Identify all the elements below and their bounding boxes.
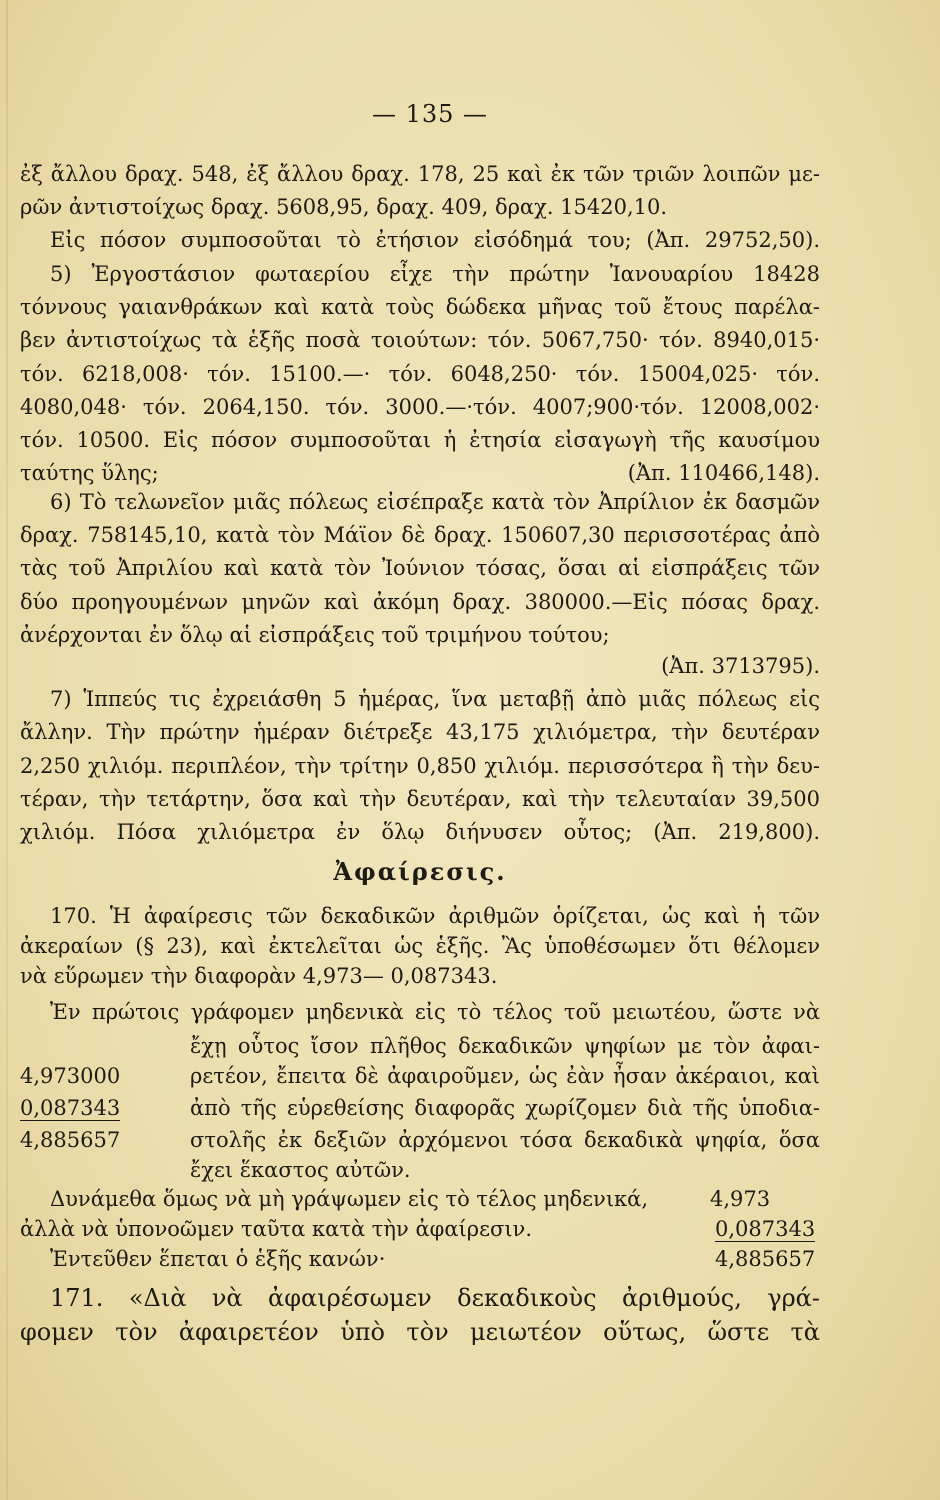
text-line: 6) Τὸ τελωνεῖον μιᾶς πόλεως εἰσέπραξε κατὰ τὸν Ἀπρίλιον ἐκ δασμῶν bbox=[50, 490, 820, 514]
calc-subtrahend: 0,087343 bbox=[20, 1096, 121, 1120]
section-title: Ἀφαίρεσις. bbox=[333, 857, 507, 886]
text-line: 5) Ἐργοστάσιον φωταερίου εἶχε τὴν πρώτην Ἰανουαρίου 18428 bbox=[50, 262, 820, 286]
text-line: νὰ εὕρωμεν τὴν διαφορὰν 4,973— 0,087343. bbox=[20, 964, 498, 988]
text-line: τέραν, τὴν τετάρτην, ὅσα καὶ τὴν δευτέραν, καὶ τὴν τελευταίαν 39,500 bbox=[20, 787, 820, 811]
text-line: 171. «Διὰ νὰ ἀφαιρέσωμεν δεκαδικοὺς ἀριθμούς, γρά- bbox=[50, 1284, 820, 1312]
text-line: χιλιόμ. Πόσα χιλιόμετρα ἐν ὅλῳ διήνυσεν οὗτος; (Ἀπ. 219,800). bbox=[20, 820, 820, 844]
text-line: τόν. 6218,008· τόν. 15100.—· τόν. 6048,250· τόν. 15004,025· τόν. bbox=[20, 362, 820, 386]
text-line: 7) Ἱππεύς τις ἐχρειάσθη 5 ἡμέρας, ἵνα μεταβῇ ἀπὸ μιᾶς πόλεως εἰς bbox=[50, 687, 820, 711]
answer: (Ἀπ. 3713795). bbox=[661, 654, 820, 678]
page-edge bbox=[6, 0, 8, 1500]
text-line: ἀκεραίων (§ 23), καὶ ἐκτελεῖται ὡς ἑξῆς. Ἂς ὑποθέσωμεν ὅτι θέλομεν bbox=[20, 934, 820, 958]
text-line: τόν. 10500. Εἰς πόσον συμποσοῦται ἡ ἐτησία εἰσαγωγὴ τῆς καυσίμου bbox=[20, 428, 820, 452]
calc-minuend: 4,973000 bbox=[20, 1064, 121, 1088]
text-line: ἀλλὰ νὰ ὑπονοῶμεν ταῦτα κατὰ τὴν ἀφαίρεσιν. bbox=[20, 1217, 532, 1241]
text-line: τὰς τοῦ Ἀπριλίου καὶ κατὰ τὸν Ἰούνιον τόσας, ὅσαι αἱ εἰσπράξεις τῶν bbox=[20, 556, 820, 580]
text-line: ἐξ ἄλλου δραχ. 548, ἐξ ἄλλου δραχ. 178, 25 καὶ ἐκ τῶν τριῶν λοιπῶν με- bbox=[20, 162, 820, 186]
text-line: δύο προηγουμένων μηνῶν καὶ ἀκόμη δραχ. 380000.—Εἰς πόσας δραχ. bbox=[20, 590, 820, 614]
text-line: φομεν τὸν ἀφαιρετέον ὑπὸ τὸν μειωτέον οὕτως, ὥστε τὰ bbox=[20, 1318, 820, 1346]
text-line: βεν ἀντιστοίχως τὰ ἑξῆς ποσὰ τοιούτων: τόν. 5067,750· τόν. 8940,015· bbox=[20, 328, 820, 352]
text-line: ἔχῃ οὗτος ἴσον πλῆθος δεκαδικῶν ψηφίων με τὸν ἀφαι- bbox=[190, 1034, 820, 1058]
text-line: Εἰς πόσον συμποσοῦται τὸ ἐτήσιον εἰσόδημά του; (Ἀπ. 29752,50). bbox=[50, 228, 820, 252]
page-number: — 135 — bbox=[371, 100, 489, 128]
text-line: ἀπὸ τῆς εὑρεθείσης διαφορᾶς χωρίζομεν διὰ τῆς ὑποδια- bbox=[190, 1096, 820, 1120]
calc2-subtrahend: 0,087343 bbox=[715, 1217, 816, 1241]
calc-difference: 4,885657 bbox=[20, 1128, 121, 1152]
text-line: Ἐν πρώτοις γράφομεν μηδενικὰ εἰς τὸ τέλος τοῦ μειωτέου, ὥστε νὰ bbox=[50, 1000, 820, 1024]
text-line: ἔχει ἕκαστος αὐτῶν. bbox=[190, 1158, 411, 1182]
calc2-minuend: 4,973 bbox=[710, 1187, 771, 1211]
text-line: Ἐντεῦθεν ἕπεται ὁ ἑξῆς κανών· bbox=[50, 1247, 386, 1271]
text-line: δραχ. 758145,10, κατὰ τὸν Μάϊον δὲ δραχ. 150607,30 περισσοτέρας ἀπὸ bbox=[20, 523, 820, 547]
text-line: Δυνάμεθα ὅμως νὰ μὴ γράψωμεν εἰς τὸ τέλος μηδενικά, bbox=[50, 1187, 649, 1211]
text-line: 170. Ἡ ἀφαίρεσις τῶν δεκαδικῶν ἀριθμῶν ὁρίζεται, ὡς καὶ ἡ τῶν bbox=[50, 904, 820, 928]
text-line: στολῆς ἐκ δεξιῶν ἀρχόμενοι τόσα δεκαδικὰ ψηφία, ὅσα bbox=[190, 1128, 820, 1152]
answer: (Ἀπ. 110466,148). bbox=[627, 461, 820, 485]
text-line: ρῶν ἀντιστοίχως δραχ. 5608,95, δραχ. 409, δραχ. 15420,10. bbox=[20, 195, 668, 219]
text-line: ταύτης ὕλης; bbox=[20, 461, 159, 485]
text-line: 4080,048· τόν. 2064,150. τόν. 3000.—·τόν. 4007;900·τόν. 12008,002· bbox=[20, 395, 820, 419]
text-line: ἀνέρχονται ἐν ὅλῳ αἱ εἰσπράξεις τοῦ τριμήνου τούτου; bbox=[20, 623, 610, 647]
text-line: τόννους γαιανθράκων καὶ κατὰ τοὺς δώδεκα μῆνας τοῦ ἔτους παρέλα- bbox=[20, 295, 820, 319]
calc-subtrahend-wrap bbox=[20, 1092, 160, 1124]
calc2-difference: 4,885657 bbox=[715, 1247, 816, 1271]
text-line: 2,250 χιλιόμ. περιπλέον, τὴν τρίτην 0,850 χιλιόμ. περισσότερα ἢ τὴν δευ- bbox=[20, 754, 820, 778]
text-line: ρετέον, ἔπειτα δὲ ἀφαιροῦμεν, ὡς ἐὰν ἦσαν ἀκέραιοι, καὶ bbox=[190, 1064, 820, 1088]
calc2-subtrahend-wrap bbox=[715, 1213, 835, 1245]
text-line: ἄλλην. Τὴν πρώτην ἡμέραν διέτρεξε 43,175 χιλιόμετρα, τὴν δευτέραν bbox=[20, 720, 820, 744]
